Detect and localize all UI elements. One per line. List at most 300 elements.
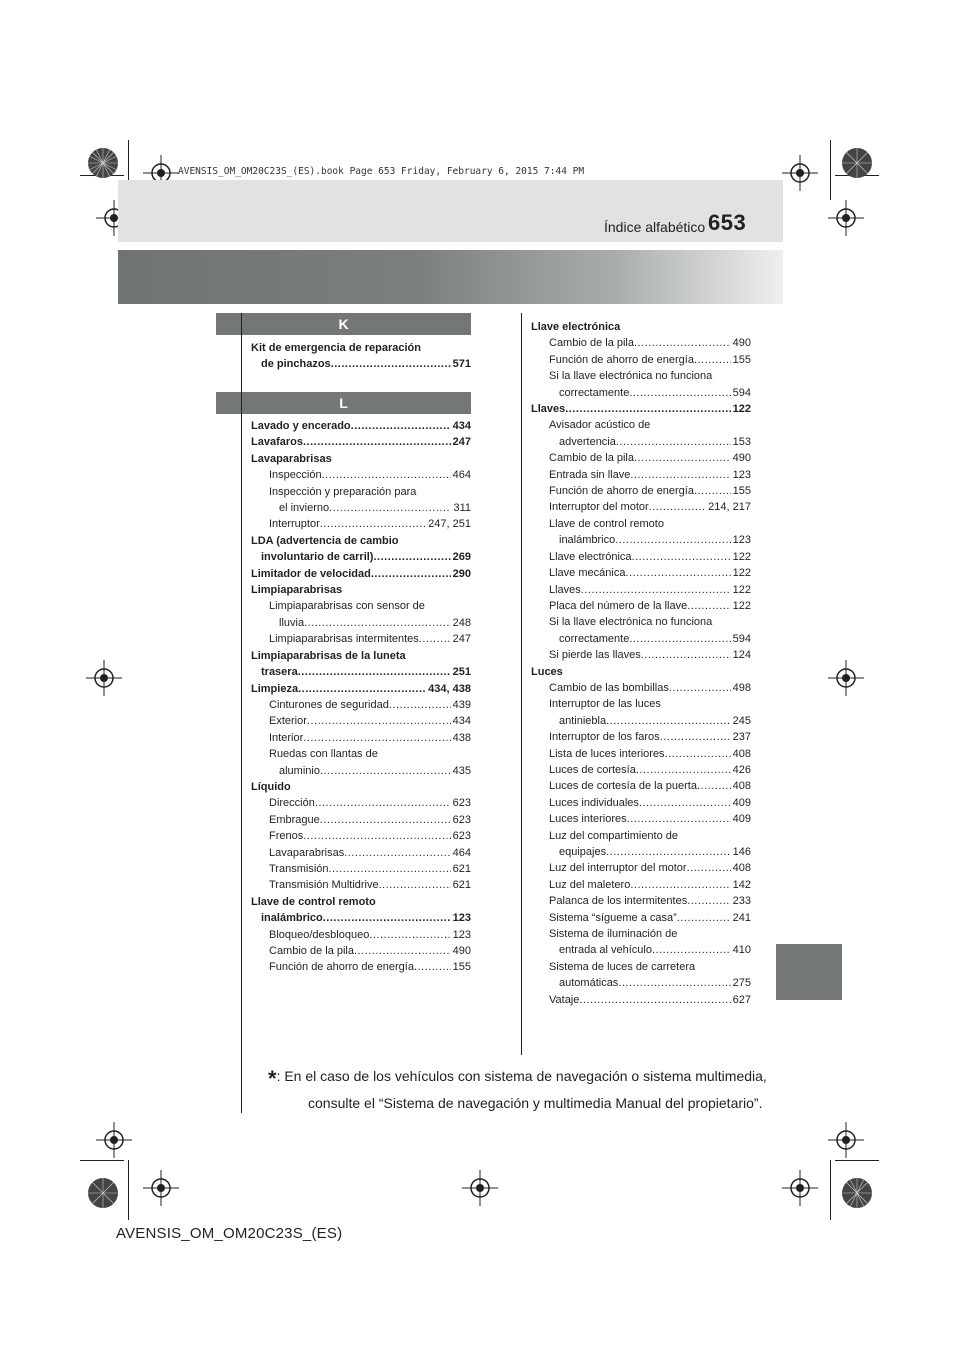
- index-entry: [251, 746, 471, 762]
- index-entry-page: 409: [732, 796, 751, 809]
- index-entry: [531, 975, 751, 991]
- index-entry-page: 464: [452, 469, 471, 482]
- index-entry-text: Llave mecánica: [549, 567, 626, 580]
- trim-line-top-right-v: [830, 140, 831, 200]
- leader-dots: [329, 861, 451, 877]
- footnote-line-1: : En el caso de los vehículos con sistema de navegación o sistema multimedia,: [276, 1068, 767, 1084]
- leader-dots: [303, 828, 450, 844]
- index-entry-page: 435: [452, 764, 471, 777]
- index-entry: [251, 467, 471, 483]
- index-entry-page: 434, 438: [428, 682, 471, 695]
- index-entry-text: Vataje: [549, 993, 580, 1006]
- leader-dots: [669, 680, 731, 696]
- index-entry: [531, 467, 751, 483]
- starburst-mark-icon: [86, 146, 120, 180]
- index-entry: [531, 352, 751, 368]
- index-entry-text: aluminio: [279, 764, 320, 777]
- index-entry-text: Cambio de las bombillas: [549, 681, 669, 694]
- index-entry-page: 623: [452, 797, 471, 810]
- index-entry-page: 142: [732, 878, 751, 891]
- index-entry-text: Placa del número de la llave: [549, 599, 688, 612]
- index-entry: [251, 648, 471, 664]
- index-entry-page: 123: [452, 928, 471, 941]
- leader-dots: [419, 631, 451, 647]
- index-entry: [531, 828, 751, 844]
- leader-dots: [331, 356, 451, 372]
- index-entry-text: el invierno: [279, 502, 330, 515]
- index-entry-text: Si la llave electrónica no funciona: [549, 370, 713, 383]
- leader-dots: [649, 499, 707, 515]
- index-entry-text: Llaves: [531, 403, 566, 416]
- index-entry-page: 621: [452, 862, 471, 875]
- index-entry-page: 155: [732, 353, 751, 366]
- index-entry-text: Interruptor del motor: [549, 501, 649, 514]
- index-entry-text: Función de ahorro de energía: [269, 961, 414, 974]
- index-entry: [251, 418, 471, 434]
- index-entry-page: 122: [732, 567, 751, 580]
- index-entry: [251, 451, 471, 467]
- index-entry: [531, 450, 751, 466]
- index-entry-text: Interruptor: [269, 518, 320, 531]
- leader-dots: [627, 811, 731, 827]
- index-entry-text: Cambio de la pila: [549, 452, 634, 465]
- leader-dots: [414, 959, 451, 975]
- leader-dots: [323, 910, 451, 926]
- index-entry-text: entrada al vehículo: [559, 944, 652, 957]
- footer-doc-code: AVENSIS_OM_OM20C23S_(ES): [116, 1225, 343, 1242]
- registration-mark-icon: [96, 1122, 132, 1158]
- leader-dots: [379, 877, 451, 893]
- leader-dots: [371, 566, 451, 582]
- leader-dots: [565, 401, 730, 417]
- index-entry-text: Luces individuales: [549, 796, 639, 809]
- registration-mark-icon: [782, 1170, 818, 1206]
- index-entry: [251, 763, 471, 779]
- leader-dots: [639, 795, 731, 811]
- index-entry: [251, 631, 471, 647]
- leader-dots: [629, 385, 730, 401]
- index-entry-page: 594: [732, 632, 751, 645]
- index-entry-text: Llave de control remoto: [549, 517, 664, 530]
- index-entry-page: 251: [452, 666, 471, 679]
- registration-mark-icon: [828, 1122, 864, 1158]
- index-entry-page: 241: [732, 911, 751, 924]
- index-entry-page: 623: [452, 813, 471, 826]
- index-entry-text: Transmisión: [269, 862, 329, 875]
- section-title: Índice alfabético: [604, 219, 706, 235]
- index-entry: [531, 434, 751, 450]
- leader-dots: [320, 812, 451, 828]
- index-entry-text: Avisador acústico de: [549, 419, 651, 432]
- index-entry-text: Cambio de la pila: [269, 945, 354, 957]
- index-entry-page: 490: [452, 945, 471, 957]
- index-entry-text: correctamente: [559, 386, 630, 399]
- index-entry: [531, 910, 751, 926]
- index-entry-page: 410: [732, 944, 751, 957]
- index-entry: [531, 959, 751, 975]
- index-entry-page: 498: [732, 681, 751, 694]
- header-gradient-band: [118, 250, 783, 304]
- index-entry: [531, 598, 751, 614]
- leader-dots: [315, 795, 451, 811]
- index-entry: [531, 664, 751, 680]
- index-list-l: [251, 418, 471, 976]
- index-entry: [531, 647, 751, 663]
- index-entry: [251, 615, 471, 631]
- index-entry-text: Lavafaros: [251, 436, 303, 449]
- index-entry-text: inalámbrico: [559, 534, 616, 547]
- leader-dots: [304, 615, 451, 631]
- index-entry-page: 247, 251: [428, 518, 471, 531]
- index-entry: [531, 680, 751, 696]
- index-entry-page: 311: [453, 502, 471, 515]
- index-entry-text: Limitador de velocidad: [251, 567, 371, 580]
- index-entry-text: Llave electrónica: [549, 550, 632, 563]
- index-entry-text: Luces: [531, 665, 563, 678]
- index-entry-text: Palanca de los intermitentes: [549, 895, 688, 908]
- index-entry: [251, 795, 471, 811]
- index-entry-text: Inspección: [269, 469, 322, 482]
- index-entry: [251, 910, 471, 926]
- index-entry: [531, 516, 751, 532]
- index-entry: [531, 762, 751, 778]
- index-entry: [531, 385, 751, 401]
- column-divider: [521, 313, 522, 1055]
- leader-dots: [616, 434, 731, 450]
- index-entry: [251, 943, 471, 959]
- leader-dots: [344, 845, 450, 861]
- index-entry-page: 571: [452, 358, 471, 371]
- index-entry: [251, 566, 471, 582]
- index-entry-page: 248: [452, 616, 471, 629]
- section-letter-k: K: [216, 313, 471, 335]
- index-entry: [251, 877, 471, 893]
- index-entry-text: Cinturones de seguridad: [269, 698, 389, 711]
- index-entry: [251, 861, 471, 877]
- index-entry-text: Función de ahorro de energía: [549, 485, 694, 498]
- index-entry-text: automáticas: [559, 977, 619, 990]
- index-entry: [531, 746, 751, 762]
- index-entry-page: 408: [732, 862, 751, 875]
- leader-dots: [320, 763, 451, 779]
- index-entry-text: Lavaparabrisas: [251, 452, 332, 465]
- index-list-k: [251, 340, 471, 373]
- leader-dots: [369, 927, 450, 943]
- index-entry-page: 123: [452, 912, 471, 925]
- section-letter-l: L: [216, 392, 471, 414]
- starburst-mark-icon: [840, 1176, 874, 1210]
- index-entry-text: Luz del maletero: [549, 878, 631, 891]
- index-entry-text: Embrague: [269, 813, 320, 826]
- index-entry-text: inalámbrico: [261, 912, 323, 925]
- index-entry-text: Limpiaparabrisas de la luneta: [251, 649, 406, 662]
- registration-mark-icon: [462, 1170, 498, 1206]
- index-entry-page: 627: [732, 993, 751, 1006]
- leader-dots: [636, 762, 731, 778]
- index-entry: [531, 811, 751, 827]
- starburst-mark-icon: [840, 146, 874, 180]
- index-entry-text: involuntario de carril): [261, 551, 374, 564]
- registration-mark-icon: [782, 155, 818, 191]
- leader-dots: [354, 943, 451, 959]
- index-entry-text: Ruedas con llantas de: [269, 748, 378, 761]
- index-entry-page: 245: [732, 714, 751, 727]
- index-entry: [251, 681, 471, 697]
- leader-dots: [694, 352, 731, 368]
- index-entry-page: 408: [732, 780, 751, 793]
- page-number: 653: [708, 210, 747, 235]
- index-entry-text: Luz del interruptor del motor: [549, 862, 687, 875]
- index-entry-text: Sistema de iluminación de: [549, 928, 678, 941]
- leader-dots: [687, 893, 730, 909]
- index-entry-text: Interruptor de las luces: [549, 698, 661, 711]
- index-entry: [531, 926, 751, 942]
- index-entry: [531, 942, 751, 958]
- leader-dots: [320, 516, 426, 532]
- index-entry-page: 409: [732, 813, 751, 826]
- index-entry-text: Sistema “sígueme a casa”: [549, 911, 677, 924]
- index-entry-text: LDA (advertencia de cambio: [251, 534, 399, 547]
- index-entry-text: Kit de emergencia de reparación: [251, 342, 421, 354]
- index-entry-text: Llaves: [549, 583, 581, 596]
- leader-dots: [697, 778, 731, 794]
- index-entry: [531, 368, 751, 384]
- index-entry: [251, 582, 471, 598]
- leader-dots: [632, 549, 731, 565]
- index-entry: [251, 484, 471, 500]
- index-entry-page: 434: [452, 715, 471, 728]
- index-entry-text: Limpiaparabrisas: [251, 584, 343, 597]
- index-entry-text: Entrada sin llave: [549, 468, 631, 481]
- index-entry-page: 237: [732, 731, 751, 744]
- index-entry: [531, 483, 751, 499]
- index-entry: [531, 696, 751, 712]
- leader-dots: [303, 434, 451, 450]
- index-entry: [531, 893, 751, 909]
- leader-dots: [579, 992, 730, 1008]
- index-entry: [251, 356, 471, 372]
- registration-mark-icon: [143, 1170, 179, 1206]
- index-entry-text: Líquido: [251, 780, 291, 793]
- index-entry-text: Función de ahorro de energía: [549, 353, 694, 366]
- leader-dots: [665, 746, 731, 762]
- index-entry: [531, 795, 751, 811]
- index-entry: [251, 959, 471, 975]
- index-entry: [251, 713, 471, 729]
- index-entry-page: 247: [452, 436, 471, 449]
- trim-line-bottom-right-v: [830, 1160, 831, 1220]
- index-entry: [531, 565, 751, 581]
- index-entry-page: 123: [732, 534, 751, 547]
- starburst-mark-icon: [86, 1176, 120, 1210]
- index-entry-text: Luces de cortesía: [549, 763, 636, 776]
- trim-line-bottom-left-v: [128, 1160, 129, 1220]
- leader-dots: [629, 631, 730, 647]
- registration-mark-icon: [86, 660, 122, 696]
- index-entry-page: 214, 217: [708, 501, 751, 514]
- leader-dots: [322, 467, 451, 483]
- leader-dots: [625, 565, 730, 581]
- index-entry: [251, 812, 471, 828]
- index-entry: [251, 340, 471, 356]
- leader-dots: [630, 467, 730, 483]
- index-entry-page: 438: [452, 731, 471, 744]
- footnote-marker: *: [268, 1066, 277, 1091]
- leader-dots: [373, 549, 450, 565]
- index-entry-text: Si pierde las llaves: [549, 649, 641, 662]
- index-entry-page: 123: [732, 468, 751, 481]
- index-entry-text: Si la llave electrónica no funciona: [549, 616, 713, 629]
- index-entry: [251, 664, 471, 680]
- index-entry: [531, 417, 751, 433]
- index-entry-text: antiniebla: [559, 714, 607, 727]
- index-entry-text: Exterior: [269, 715, 307, 728]
- index-entry-page: 155: [732, 485, 751, 498]
- index-entry-text: de pinchazos: [261, 358, 331, 371]
- index-entry-page: 122: [732, 550, 751, 563]
- index-entry-text: Interruptor de los faros: [549, 731, 660, 744]
- index-entry: [251, 697, 471, 713]
- index-entry: [531, 992, 751, 1008]
- leader-dots: [615, 532, 730, 548]
- footnote: [268, 1064, 767, 1115]
- index-entry-page: 122: [732, 599, 751, 612]
- index-entry: [531, 713, 751, 729]
- index-entry: [251, 500, 471, 516]
- index-entry-text: Luces de cortesía de la puerta: [549, 780, 697, 793]
- leader-dots: [694, 483, 731, 499]
- index-entry: [251, 779, 471, 795]
- trim-line-bottom-right-h: [835, 1160, 879, 1161]
- index-entry: [531, 778, 751, 794]
- leader-dots: [687, 860, 731, 876]
- index-entry: [251, 549, 471, 565]
- index-entry-page: 269: [452, 551, 471, 564]
- index-entry-text: correctamente: [559, 632, 630, 645]
- index-entry-text: advertencia: [559, 435, 616, 448]
- index-entry-text: Inspección y preparación para: [269, 485, 417, 498]
- index-entry-page: 621: [452, 879, 471, 892]
- index-entry: [251, 894, 471, 910]
- index-entry: [251, 927, 471, 943]
- index-entry-text: lluvia: [279, 616, 305, 629]
- index-entry-page: 153: [732, 435, 751, 448]
- thumb-tab: [776, 944, 842, 1000]
- index-entry-page: 490: [732, 452, 751, 465]
- index-entry-text: Llave de control remoto: [251, 895, 376, 908]
- index-entry: [531, 499, 751, 515]
- index-entry-text: Dirección: [269, 797, 315, 810]
- leader-dots: [652, 942, 731, 958]
- index-entry: [251, 516, 471, 532]
- leader-dots: [303, 730, 450, 746]
- index-entry-text: Luces interiores: [549, 813, 627, 826]
- index-entry: [251, 434, 471, 450]
- index-entry-text: Sistema de luces de carretera: [549, 960, 696, 973]
- index-entry-page: 290: [452, 567, 471, 580]
- index-entry-text: Interior: [269, 731, 304, 744]
- index-entry-text: Limpiaparabrisas con sensor de: [269, 600, 425, 613]
- leader-dots: [630, 877, 730, 893]
- index-entry-page: 247: [452, 633, 471, 646]
- index-entry: [531, 582, 751, 598]
- index-entry-page: 490: [732, 337, 751, 350]
- registration-mark-icon: [828, 660, 864, 696]
- leader-dots: [618, 975, 730, 991]
- index-entry-page: 233: [732, 895, 751, 908]
- leader-dots: [677, 910, 731, 926]
- trim-line-bottom-left-h: [80, 1160, 124, 1161]
- index-entry-text: Cambio de la pila: [549, 337, 634, 350]
- left-margin-rule: [241, 313, 242, 1113]
- leader-dots: [606, 713, 731, 729]
- index-entry-text: Bloqueo/desbloqueo: [269, 928, 370, 941]
- leader-dots: [329, 500, 451, 516]
- index-entry: [251, 828, 471, 844]
- index-entry-text: Transmisión Multidrive: [269, 879, 379, 892]
- index-list-column-2: [531, 319, 751, 1008]
- index-entry: [531, 729, 751, 745]
- index-entry-page: 426: [732, 763, 751, 776]
- index-entry: [531, 549, 751, 565]
- index-entry: [531, 401, 751, 417]
- index-entry-page: 464: [452, 846, 471, 859]
- index-entry-text: equipajes: [559, 846, 607, 858]
- index-entry-text: Limpiaparabrisas intermitentes: [269, 633, 419, 646]
- index-entry-text: Lista de luces interiores: [549, 747, 665, 760]
- index-entry-text: Llave electrónica: [531, 321, 621, 333]
- leader-dots: [641, 647, 731, 663]
- index-entry-text: Lavaparabrisas: [269, 846, 345, 859]
- index-entry: [531, 877, 751, 893]
- leader-dots: [298, 664, 451, 680]
- index-entry: [251, 730, 471, 746]
- index-entry-page: 122: [732, 403, 751, 416]
- index-entry-page: 439: [452, 698, 471, 711]
- leader-dots: [581, 582, 731, 598]
- index-entry: [531, 631, 751, 647]
- leader-dots: [634, 335, 731, 351]
- index-entry: [251, 845, 471, 861]
- index-entry: [251, 598, 471, 614]
- index-entry-page: 124: [732, 649, 751, 662]
- registration-mark-icon: [828, 200, 864, 236]
- index-entry-text: Limpieza: [251, 682, 299, 695]
- index-entry: [531, 319, 751, 335]
- index-entry-text: trasera: [261, 666, 298, 679]
- index-entry: [251, 533, 471, 549]
- index-entry-page: 275: [732, 977, 751, 990]
- leader-dots: [687, 598, 730, 614]
- index-entry: [531, 844, 751, 860]
- footnote-line-2: consulte el “Sistema de navegación y multimedia Manual del propietario”.: [308, 1095, 763, 1111]
- leader-dots: [307, 713, 451, 729]
- index-entry-text: Lavado y encerado: [251, 420, 351, 432]
- index-entry-text: Luz del compartimiento de: [549, 829, 679, 842]
- index-entry-page: 146: [732, 846, 751, 858]
- index-entry: [531, 860, 751, 876]
- leader-dots: [351, 418, 451, 434]
- file-stamp: AVENSIS_OM_OM20C23S_(ES).book Page 653 Friday, February 6, 2015 7:44 PM: [178, 166, 585, 177]
- leader-dots: [298, 681, 426, 697]
- index-entry-page: 408: [732, 747, 751, 760]
- index-entry: [531, 532, 751, 548]
- leader-dots: [660, 729, 731, 745]
- index-entry: [531, 335, 751, 351]
- leader-dots: [634, 450, 731, 466]
- index-entry-page: 623: [452, 830, 471, 843]
- leader-dots: [389, 697, 451, 713]
